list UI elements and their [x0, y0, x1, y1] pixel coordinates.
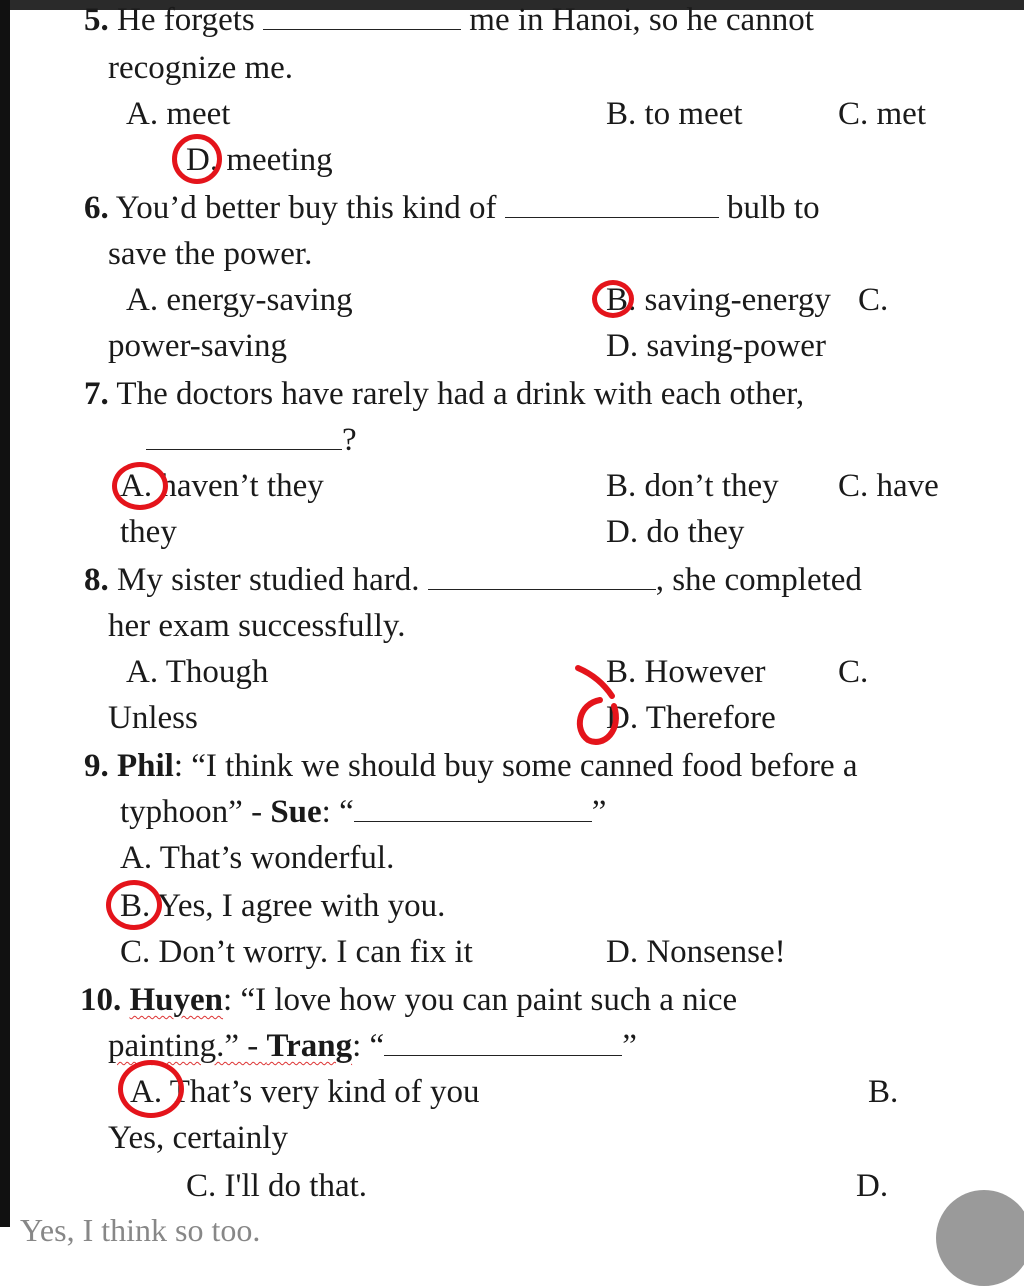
q7-blank: [146, 425, 342, 450]
q5-option-c: C. met: [838, 96, 926, 132]
q7-number: 7.: [84, 376, 109, 412]
floating-action-button[interactable]: [936, 1190, 1024, 1286]
q7-stem-line2: [146, 420, 357, 460]
q7-option-c-head: C. have: [838, 468, 939, 504]
q9-speaker1: Phil: [117, 748, 174, 784]
q8-option-d: D. Therefore: [606, 700, 776, 736]
q8-option-a: A. Though: [126, 654, 269, 690]
q10-option-d-head: D.: [856, 1168, 889, 1204]
q9-text-d: ”: [591, 794, 607, 830]
q7-option-b: B. don’t they: [606, 468, 779, 504]
q9-text-b: typhoon” -: [120, 794, 271, 830]
q9-option-b: B. Yes, I agree with you.: [120, 888, 446, 924]
q8-option-b: B. However: [606, 654, 766, 690]
q8-stem-line1: [84, 560, 862, 600]
q10-option-c: C. I'll do that.: [186, 1168, 368, 1204]
q5-stem-line2: recognize me.: [108, 50, 294, 86]
q8-text-b: , she completed: [655, 562, 862, 598]
q9-option-a: A. That’s wonderful.: [120, 840, 395, 876]
q10-option-a: A. That’s very kind of you: [130, 1074, 480, 1110]
q6-option-c-tail: power-saving: [108, 328, 287, 364]
q6-option-a: A. energy-saving: [126, 282, 353, 318]
answer-circle-q7: [112, 462, 168, 510]
q10-number: 10.: [80, 982, 122, 1018]
q10-option-b-tail: Yes, certainly: [108, 1120, 288, 1156]
q9-text-c: : “: [321, 794, 354, 830]
q10-stem-line2: [108, 1026, 637, 1066]
q5-text-a: He forgets: [117, 2, 255, 38]
left-page-border: [0, 0, 10, 1227]
q6-option-b: B. saving-energy: [606, 282, 831, 318]
q7-stem-line1: [84, 374, 804, 414]
q9-option-d: D. Nonsense!: [606, 934, 786, 970]
q8-blank: [428, 565, 656, 590]
q6-option-d: D. saving-power: [606, 328, 826, 364]
q10-text-b: painting.” -: [108, 1028, 267, 1064]
q6-option-c-head: C.: [858, 282, 889, 318]
q6-stem-line2: save the power.: [108, 236, 313, 272]
q10-blank: [384, 1031, 622, 1056]
q8-text-a: My sister studied hard.: [117, 562, 420, 598]
answer-circle-q9: [106, 880, 162, 930]
q5-blank: [263, 5, 461, 30]
cutoff-text-line: Yes, I think so too.: [20, 1212, 261, 1248]
answer-circle-q10: [118, 1060, 184, 1118]
q5-number: 5.: [84, 2, 109, 38]
q6-blank: [505, 193, 719, 218]
q10-text-a: : “I love how you can paint such a nice: [223, 982, 738, 1018]
q8-option-c-tail: Unless: [108, 700, 198, 736]
q10-stem-line1: [80, 980, 737, 1020]
q9-text-a: : “I think we should buy some canned food before a: [173, 748, 858, 784]
q7-option-a: A. haven’t they: [120, 468, 324, 504]
q8-option-c-head: C.: [838, 654, 869, 690]
q6-number: 6.: [84, 190, 109, 226]
q6-text-b: bulb to: [727, 190, 820, 226]
q10-speaker1: Huyen: [129, 982, 224, 1018]
q8-stem-line2: her exam successfully.: [108, 608, 406, 644]
q5-option-a: A. meet: [126, 96, 231, 132]
q6-text-a: You’d better buy this kind of: [115, 190, 497, 226]
q7-option-d: D. do they: [606, 514, 745, 550]
q7-option-c-tail: they: [120, 514, 177, 550]
q5-stem-line1: [84, 0, 814, 40]
q9-number: 9.: [84, 748, 109, 784]
q9-blank: [354, 797, 592, 822]
q5-text-b: me in Hanoi, so he cannot: [469, 2, 814, 38]
q9-stem-line2: [120, 792, 606, 832]
q9-stem-line1: [84, 746, 858, 786]
q10-text-d: ”: [622, 1028, 637, 1064]
q9-speaker2: Sue: [270, 794, 322, 830]
q10-text-c: : “: [352, 1028, 385, 1064]
answer-mark-q8: [570, 660, 630, 750]
q8-number: 8.: [84, 562, 109, 598]
q9-option-c: C. Don’t worry. I can fix it: [120, 934, 473, 970]
q6-stem-line1: [84, 188, 820, 228]
q5-option-d: D. meeting: [186, 142, 333, 178]
q5-option-b: B. to meet: [606, 96, 743, 132]
answer-circle-q5: [172, 134, 222, 184]
q7-text-a: The doctors have rarely had a drink with each other,: [116, 376, 805, 412]
q7-text-b: ?: [342, 422, 357, 458]
q10-option-b-head: B.: [868, 1074, 899, 1110]
answer-circle-q6: [592, 280, 634, 318]
q10-speaker2: Trang: [266, 1028, 353, 1064]
